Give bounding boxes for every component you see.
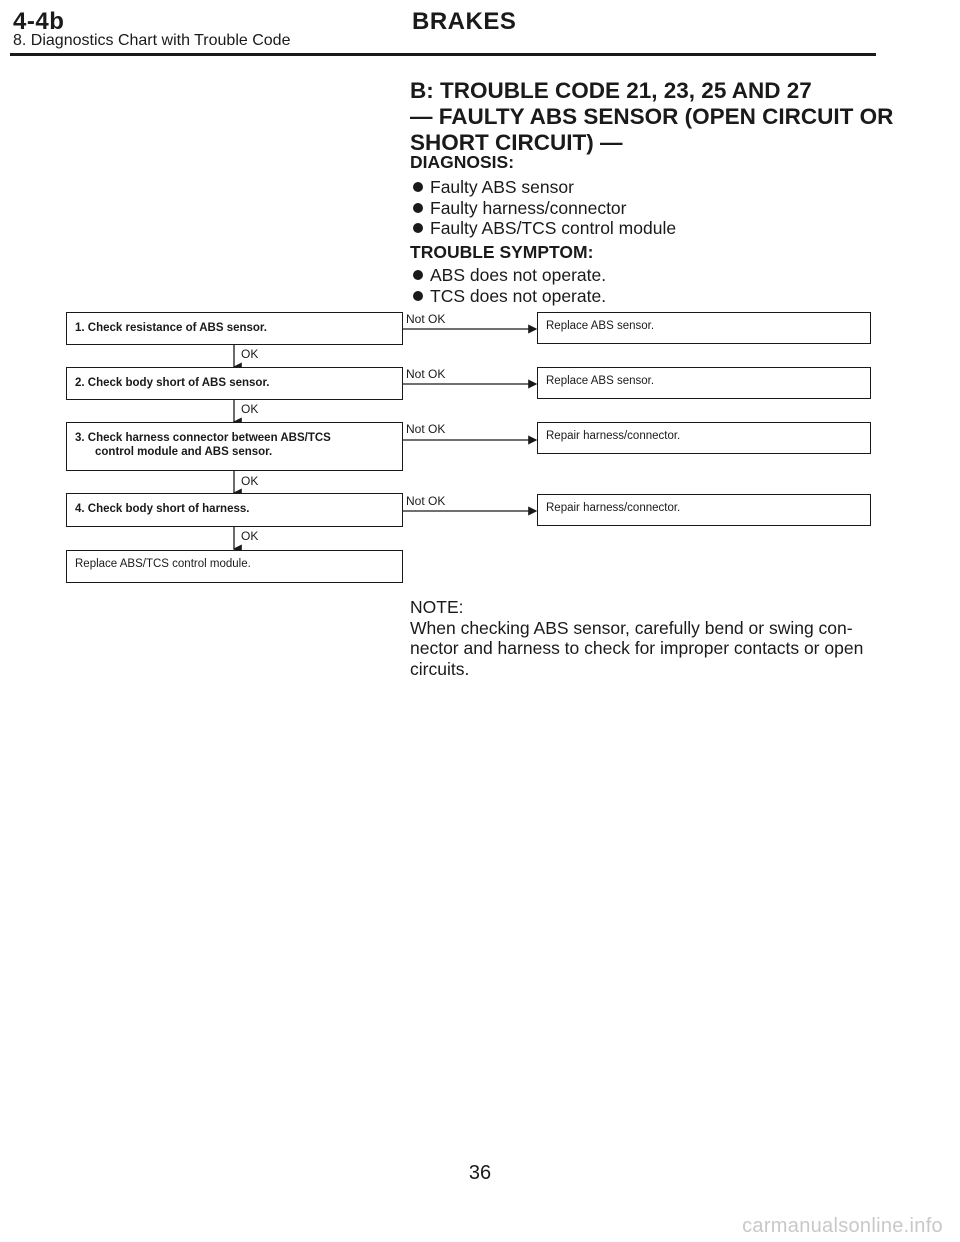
- title-line: SHORT CIRCUIT) —: [410, 130, 623, 155]
- diagnosis-item: Faulty ABS/TCS control module: [430, 218, 677, 238]
- result-box: [537, 312, 871, 344]
- ok-label: OK: [241, 402, 259, 416]
- section-number: 4-4b: [13, 8, 65, 35]
- section-subtitle: 8. Diagnostics Chart with Trouble Code: [13, 32, 291, 49]
- note-line: nector and harness to check for improper contacts or open: [410, 638, 864, 658]
- result-text: Replace ABS sensor.: [546, 320, 655, 332]
- final-text: Replace ABS/TCS control module.: [75, 558, 251, 570]
- not-ok-label: Not OK: [406, 494, 446, 508]
- page-number: 36: [468, 1162, 492, 1184]
- not-ok-label: Not OK: [406, 367, 446, 381]
- diagnosis-item: Faulty harness/connector: [430, 197, 627, 218]
- flowchart-final-step: [66, 550, 403, 583]
- note-line: circuits.: [410, 658, 470, 679]
- step-text: 1. Check resistance of ABS sensor.: [75, 322, 267, 334]
- result-box: [537, 367, 871, 399]
- result-text: Repair harness/connector.: [546, 430, 681, 442]
- flowchart-step-2: [66, 367, 403, 400]
- watermark: carmanualsonline.info: [742, 1215, 943, 1237]
- result-box: [537, 494, 871, 526]
- step-text: 3. Check harness connector between ABS/TCS: [75, 432, 331, 444]
- step-text: control module and ABS sensor.: [95, 446, 273, 458]
- result-box: [537, 422, 871, 454]
- note-line: When checking ABS sensor, carefully bend or swing con-: [410, 617, 853, 638]
- ok-label: OK: [241, 474, 259, 488]
- step-text: 4. Check body short of harness.: [75, 503, 250, 515]
- symptom-item: ABS does not operate.: [430, 265, 607, 285]
- flowchart-step-3: [66, 422, 403, 471]
- title-line: — FAULTY ABS SENSOR (OPEN CIRCUIT OR: [410, 104, 894, 129]
- symptom-label: TROUBLE SYMPTOM:: [410, 242, 594, 262]
- title-line: B: TROUBLE CODE 21, 23, 25 AND 27: [410, 78, 812, 103]
- not-ok-label: Not OK: [406, 422, 446, 436]
- note-label: NOTE:: [410, 597, 464, 617]
- result-text: Repair harness/connector.: [546, 502, 681, 514]
- diagnosis-item: Faulty ABS sensor: [430, 177, 574, 197]
- ok-label: OK: [241, 529, 259, 543]
- not-ok-label: Not OK: [406, 312, 446, 326]
- diagnosis-label: DIAGNOSIS:: [410, 152, 515, 172]
- note: [410, 597, 882, 679]
- step-text: 2. Check body short of ABS sensor.: [75, 377, 270, 389]
- result-text: Replace ABS sensor.: [546, 375, 655, 387]
- ok-label: OK: [241, 347, 259, 361]
- chapter-title: BRAKES: [412, 8, 517, 35]
- flowchart-step-1: [66, 312, 403, 345]
- flowchart-step-4: [66, 493, 403, 527]
- symptom-item: TCS does not operate.: [430, 285, 607, 306]
